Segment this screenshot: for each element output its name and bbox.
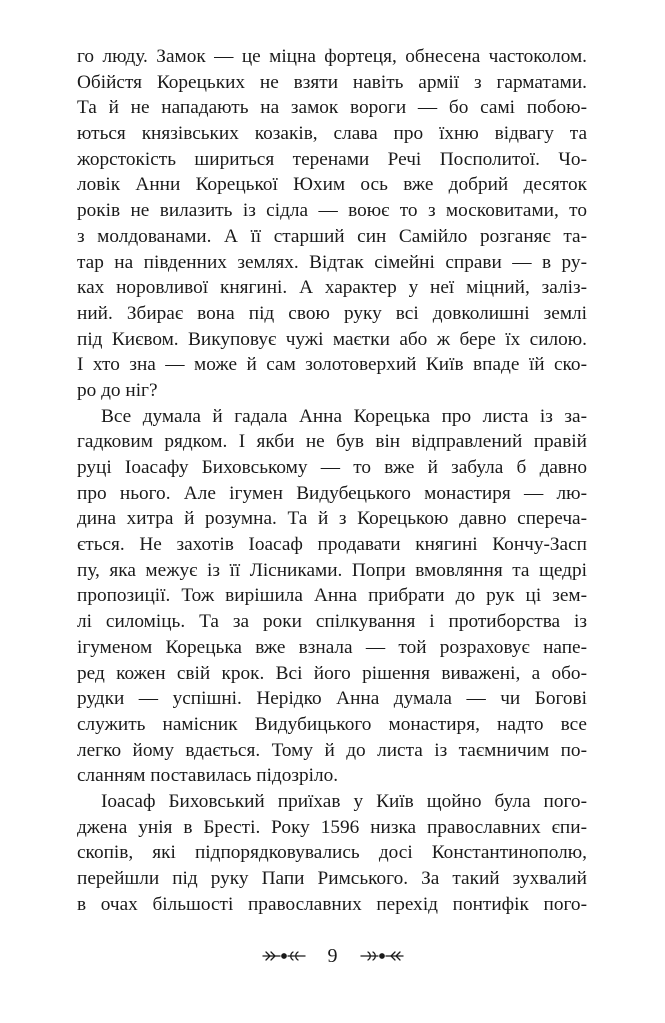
text-line: під Києвом. Викуповує чужі маєтки або ж бере їх силою.	[77, 328, 587, 350]
text-line: ний. Збирає вона під свою руку всі довколишні землі	[77, 302, 587, 324]
text-line: лі силоміць. Та за роки спілкування і протиборства із	[77, 611, 587, 633]
text-line: ро до ніг?	[77, 379, 158, 401]
text-line: гадковим рядком. І якби не був він відправлений правій	[77, 431, 587, 453]
text-line: пропозиції. Тож вирішила Анна прибрати до рук ці зем-	[77, 585, 587, 607]
text-line: скопів, які підпорядковувались досі Константинополю,	[77, 842, 587, 864]
text-line: в очах більшості православних перехід понтифік пого-	[77, 893, 587, 915]
text-line: Іоасаф Биховський приїхав у Київ щойно була пого-	[101, 790, 587, 812]
text-line: років не вилазить із сідла — воює то з московитами, то	[77, 200, 587, 222]
text-line: рудки — успішні. Нерідко Анна думала — чи Богові	[77, 688, 587, 710]
text-line: пу, яка межує із її Лісниками. Попри вмовляння та щедрі	[77, 559, 587, 581]
page-body	[77, 44, 587, 917]
text-line: руці Іоасафу Биховському — то вже й забула б давно	[77, 457, 587, 478]
text-line: перейшли під руку Папи Римського. За такий зухвалий	[77, 868, 587, 889]
text-line: ловік Анни Корецької Юхим ось вже добрий десяток	[77, 174, 587, 196]
decorative-ornament-icon	[262, 947, 306, 965]
text-line: ред кожен свій крок. Всі його рішення виважені, а обо-	[77, 662, 587, 684]
text-line: служить намісник Видубицького монастиря, надто все	[77, 713, 587, 735]
decorative-ornament-icon	[360, 947, 404, 965]
text-line: І хто зна — може й сам золотоверхий Київ впаде їй ско-	[77, 354, 587, 376]
text-line: жорстокість шириться теренами Речі Посполитої. Чо-	[77, 148, 587, 170]
text-line: ках норовливої княгині. А характер у неї міцний, заліз-	[77, 277, 587, 299]
text-line: з молдованами. А її старший син Самійло розганяє та-	[77, 225, 587, 247]
text-line: ігуменом Корецька вже взнала — той розраховує напе-	[77, 636, 587, 658]
text-line: ються князівських козаків, слава про їхню відвагу та	[77, 123, 587, 145]
text-line: ється. Не захотів Іоасаф продавати княгині Кончу-Засп	[77, 534, 587, 556]
text-line: Обійстя Корецьких не взяти навіть армії з гарматами.	[77, 71, 587, 93]
text-line: Все думала й гадала Анна Корецька про листа із за-	[101, 405, 587, 427]
text-line: сланням поставилась підозріло.	[77, 765, 339, 787]
text-line: дина хитра й розумна. Та й з Корецькою давно спереча-	[77, 508, 587, 530]
page-footer	[0, 944, 665, 968]
text-line: тар на південних землях. Відтак сімейні справи — в ру-	[77, 251, 587, 273]
text-line: Та й не нападають на замок вороги — бо самі побою-	[77, 97, 587, 119]
text-line: джена унія в Бресті. Року 1596 низка православних єпи-	[77, 816, 587, 838]
text-line: го люду. Замок — це міцна фортеця, обнесена частоколом.	[77, 46, 587, 67]
text-line: легко йому вдається. Тому й до листа із таємничим по-	[77, 739, 587, 761]
text-line: про нього. Але ігумен Видубецького монастиря — лю-	[77, 482, 587, 504]
page-number: 9	[327, 945, 338, 967]
